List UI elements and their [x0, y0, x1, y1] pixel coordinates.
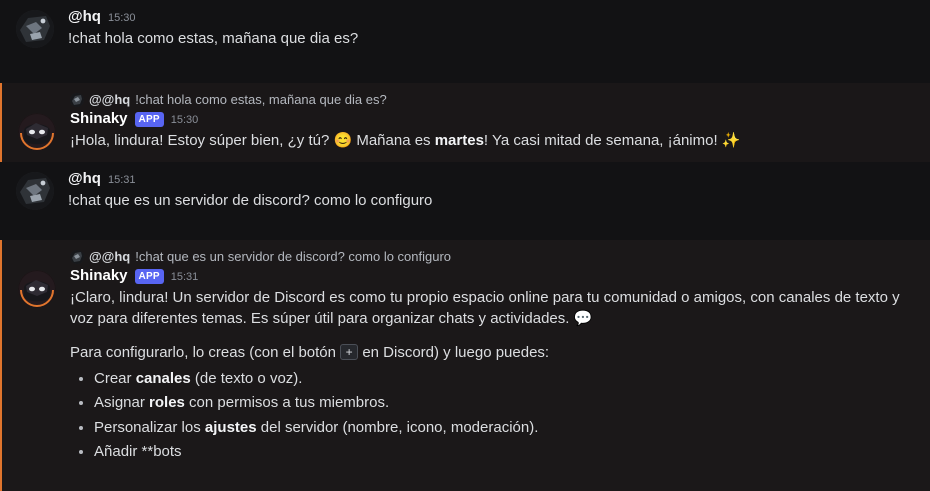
- reply-author: @@hq: [89, 249, 131, 264]
- message-body: [70, 288, 918, 462]
- setup-steps-list: [70, 368, 918, 462]
- message-header: [70, 110, 918, 128]
- avatar[interactable]: [16, 10, 54, 48]
- message-text: !chat que es un servidor de discord? como lo configuro: [68, 192, 433, 209]
- avatar[interactable]: [16, 172, 54, 210]
- list-item: • Añadir **bots: [94, 441, 918, 462]
- author-name[interactable]: @hq: [68, 8, 101, 25]
- timestamp: 15:31: [170, 271, 199, 283]
- reply-text: !chat hola como estas, mañana que dia es?: [135, 92, 387, 107]
- avatar[interactable]: [18, 113, 56, 151]
- reply-text: !chat que es un servidor de discord? como lo configuro: [135, 249, 452, 264]
- message-user-2: [0, 162, 930, 240]
- message-header: [70, 267, 918, 285]
- timestamp: 15:31: [107, 174, 136, 186]
- list-item: • Personalizar los ajustes del servidor (nombre, icono, moderación).: [94, 417, 918, 438]
- paragraph-setup: [70, 343, 918, 364]
- list-item: • Asignar roles con permisos a tus miembros.: [94, 392, 918, 413]
- message-user-1: [0, 0, 930, 83]
- setup-text-before: Para configurarlo, lo creas (con el botón: [70, 344, 341, 362]
- message-bot-1: [0, 83, 930, 162]
- message-text: ¡Hola, lindura! Estoy súper bien, ¿y tú? 😊 Mañana es martes! Ya casi mitad de semana, ¡ánimo! ✨: [70, 132, 741, 149]
- author-name[interactable]: Shinaky: [70, 110, 128, 127]
- timestamp: 15:30: [107, 12, 136, 24]
- timestamp: 15:30: [170, 114, 199, 126]
- reply-reference[interactable]: [70, 91, 918, 108]
- app-badge: APP: [135, 269, 164, 284]
- author-name[interactable]: Shinaky: [70, 267, 128, 284]
- list-item: • Crear canales (de texto o voz).: [94, 368, 918, 389]
- reply-avatar: [70, 93, 84, 107]
- message-bot-2: [0, 240, 930, 491]
- reply-author: @@hq: [89, 92, 131, 107]
- setup-text-after: en Discord) y luego puedes:: [358, 344, 550, 362]
- message-header: [68, 8, 918, 26]
- app-badge: APP: [135, 112, 164, 127]
- message-header: [68, 170, 918, 188]
- paragraph-intro: ¡Claro, lindura! Un servidor de Discord es como tu propio espacio online para tu comunidad o amigos, con canales de texto y voz para diferentes temas. Es súper útil para organizar chats y actividades. 💬: [70, 289, 900, 327]
- plus-key-icon: +: [340, 344, 358, 360]
- author-name[interactable]: @hq: [68, 170, 101, 187]
- reply-avatar: [70, 250, 84, 264]
- avatar[interactable]: [18, 270, 56, 308]
- message-text: !chat hola como estas, mañana que dia es?: [68, 30, 359, 47]
- reply-reference[interactable]: [70, 248, 918, 265]
